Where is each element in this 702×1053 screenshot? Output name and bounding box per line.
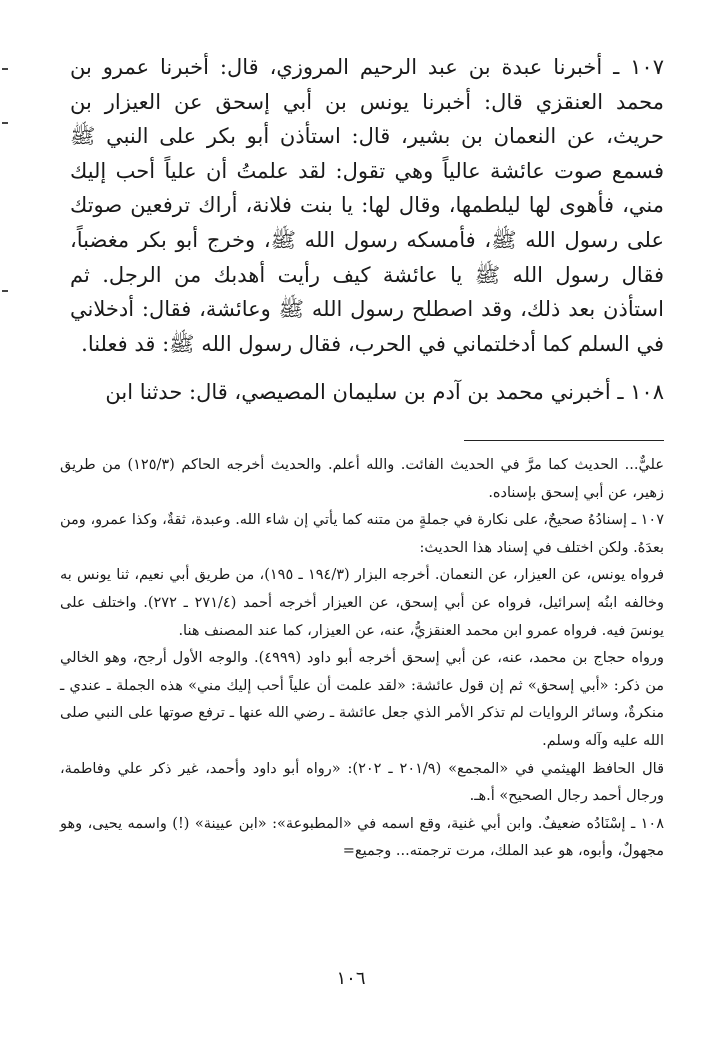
footnote-separator [464,440,664,441]
page-number: ١٠٦ [336,968,366,989]
footnote-107-riwaya: فرواه يونس، عن العيزار، عن النعمان. أخرجه البزار (١٩٤/٣ ـ ١٩٥)، من طريق أبي نعيم، ثنا يونس به وخالفه ابنُه إسرائيل، فرواه عن أبي إسحق، عن العيزار أخرجه أحمد (٢٧١/٤ ـ ٢٧٢). واختلف على يونسَ فيه. فرواه عمرو ابن محمد العنقزيُّ، عنه، عن العيزار، كما عند المصنف هنا. [60,567,665,639]
footnote-107: ١٠٧ ـ إسنادُهُ صحيحٌ، على نكارة في جملةٍ من متنه كما يأتي إن شاء الله. وعبدة، ثقةٌ، وكذا عمرو، ومن بعدَهُ. ولكن اختلف في إسناد هذا الحديث: [60,512,664,556]
footnotes [60,452,664,866]
margin-mark [2,290,8,292]
main-text [70,50,664,410]
margin-mark [2,122,8,124]
footnote-107-haythami: قال الحافظ الهيثمي في «المجمع» (٢٠١/٩ ـ ٢٠٢): «رواه أبو داود وأحمد، غير ذكر علي وفاطمة، ورجال أحمد رجال الصحيح» أ.هـ. [60,760,665,805]
margin-mark [2,68,8,70]
hadith-107: ١٠٧ ـ أخبرنا عبدة بن عبد الرحيم المروزي، قال: أخبرنا عمرو بن محمد العنقزي قال: أخبرنا يونس بن أبي إسحق عن العيزار بن حريث، عن النعمان بن بشير، قال: استأذن أبو بكر على النبي ﷺ فسمع صوت عائشة عالياً وهي تقول: لقد علمتُ أن علياً أحب إليك مني، فأهوى لها ليلطمها، وقال لها: يا بنت فلانة، أراك ترفعين صوتك على رسول الله ﷺ، فأمسكه رسول الله ﷺ، وخرج أبو بكر مغضباً، فقال رسول الله ﷺ يا عائشة كيف رأيت أهدبك من الرجل. ثم استأذن بعد ذلك، وقد اصطلح رسول الله ﷺ وعائشة، فقال: أدخلاني في السلم كما أدخلتماني في الحرب، فقال رسول الله ﷺ: قد فعلنا. [70,55,664,356]
footnote-107-hajjaj: ورواه حجاج بن محمد، عنه، عن أبي إسحق أخرجه أبو داود (٤٩٩٩). والوجه الأول أرجح، وهو الخالي من ذكر: «أبي إسحق» ثم إن قول عائشة: «لقد علمت أن علياً أحب إليك مني» هذه الجملة ـ عندي ـ منكرةٌ، وسائر الروايات لم تذكر الأمر الذي جعل عائشة ـ رضي الله عنها ـ ترفع صوتها على النبي صلى الله عليه وآله وسلم. [60,650,664,749]
hadith-108: ١٠٨ ـ أخبرني محمد بن آدم بن سليمان المصيصي، قال: حدثنا ابن [105,380,664,405]
footnote-continuation: عليٌّ... الحديث كما مرَّ في الحديث الفائت. والله أعلم. والحديث أخرجه الحاكم (١٢٥/٣) من طريق زهير، عن أبي إسحق بإسناده. [60,457,665,501]
footnote-108: ١٠٨ ـ إسْنَادُه ضعيفٌ. وابن أبي غنية، وقع اسمه في «المطبوعة»: «ابن عيينة» (!) واسمه يحيى، وهو مجهولٌ، وأبوه، هو عبد الملك، مرت ترجمته... وجميع= [60,815,664,860]
